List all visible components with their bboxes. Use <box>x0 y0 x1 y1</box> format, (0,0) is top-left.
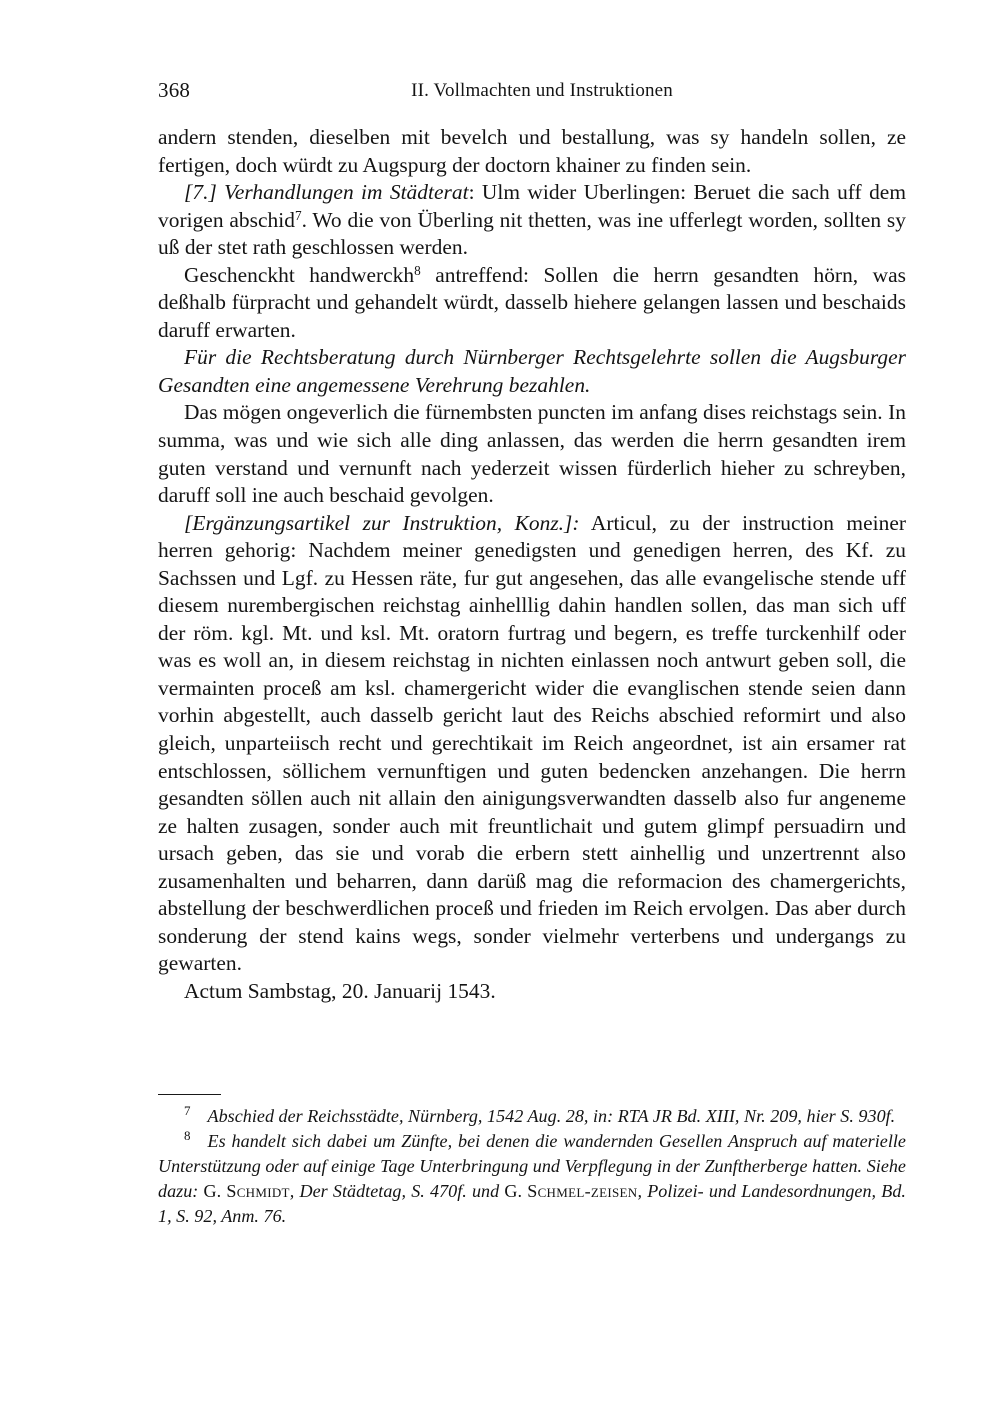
paragraph-2-lead-italic: [7.] Verhandlungen im Städterat <box>184 180 469 205</box>
paragraph-1 <box>158 124 906 179</box>
paragraph-4-editorial-summary <box>158 344 906 399</box>
footnote-block <box>158 1094 906 1229</box>
footnote-8-author1-initial: G. <box>203 1180 227 1201</box>
body-text-block <box>158 124 906 1006</box>
paragraph-4-text: Für die Rechtsberatung durch Nürnberger Rechtsgelehrte sollen die Augsburger Gesandten eine angemessene Verehrung bezahlen. <box>158 345 906 397</box>
paragraph-3 <box>158 262 906 345</box>
footnote-8-author1-name: Schmidt <box>226 1180 290 1201</box>
footnote-marker-8[interactable]: 8 <box>414 262 421 278</box>
paragraph-2-text-tail: . Wo die von Überling nit thetten, was ine ufferlegt worden, sollten sy uß der stet rath geschlossen werden. <box>158 207 907 260</box>
paragraph-2-text-after-lead: : Ulm wider Uberlingen: Beruet die sach uff dem vorigen abschid <box>158 180 906 232</box>
footnote-8-author2-initial: G. <box>504 1180 528 1201</box>
paragraph-6-text: Articul, zu der instruction meiner herren gehorig: Nachdem meiner genedigsten und genedigen herren, des Kf. zu Sachssen und Lgf. zu Hessen räte, fur gut angesehen, das alle evangelische stende uff diesem nurembergischen reichstag ainhelllig dahin handlen sollen, das man sich uff der röm. kgl. Mt. und ksl. Mt. oratorn furtrag und begern, es treffe turckenhilf oder was es woll an, in diesem reichstag in nichten einlassen noch antwurt geben soll, die vermainten proceß am ksl. chamergericht wider die evanglischen stende seien dann vorhin abgestellt, auch dasselb gericht laut des Reichs abschied reformirt und also gleich, unparteiisch recht und gerechtikait im Reich angeordnet, ist ain ersamer rat entschlossen, söllichem vernunftigen und guten bedencken anzehangen. Die herrn gesandten söllen auch nit allain den ainigungsverwandten dasselb also fur angeneme ze halten zusagen, sonder auch mit freuntlichait und gutem glimpf persuadirn und ursach geben, das sie und vorab die erbern stett ainhellig und unzertrennt also zusamenhalten und beharren, dann darüß mag die reformacion des chamergerichts, abstellung der beschwerdlichen proceß und frieden im Reich ervolgen. Das aber durch sonderung der stend kains wegs, sonder vielmehr verterbens und undergangs zu gewarten. <box>158 510 906 976</box>
footnote-8-part1: Es handelt sich dabei um Zünfte, bei denen die wandernden Gesellen Anspruch auf materielle Unterstützung oder auf einige Tage Unterbringung und Verpflegung in der Zunftherberge hatten. Siehe dazu: <box>158 1130 906 1201</box>
paragraph-6-lead-italic: [Ergänzungsartikel zur Instruktion, Konz.]: <box>184 510 580 535</box>
running-head <box>158 78 906 106</box>
footnote-7-text: Abschied der Reichsstädte, Nürnberg, 1542 Aug. 28, in: RTA JR Bd. XIII, Nr. 209, hier S. 930f. <box>207 1106 896 1126</box>
footnote-8-work1: , Der Städtetag, S. 470f. und <box>289 1180 505 1201</box>
paragraph-7-actum <box>158 978 906 1006</box>
footnote-7-number: 7 <box>184 1103 191 1119</box>
paragraph-5 <box>158 399 906 509</box>
paragraph-1-text: andern stenden, dieselben mit bevelch und bestallung, was sy handeln sollen, ze fertigen, doch würdt zu Augspurg der doctorn khainer zu finden sein. <box>158 125 906 177</box>
paragraph-5-text: Das mögen ongeverlich die fürnembsten puncten im anfang dises reichstags sein. In summa, was und wie sich alle ding anlassen, das werden die herrn gesandten irem guten verstand und vernunft nach yederzeit wissen fürderlich hieher zu schreyben, daruff soll ine auch beschaid gevolgen. <box>158 400 906 508</box>
paragraph-2 <box>158 179 906 262</box>
page-number: 368 <box>158 78 191 102</box>
footnote-8 <box>158 1129 906 1229</box>
footnote-7 <box>158 1104 906 1129</box>
running-title: II. Vollmachten und Instruktionen <box>411 80 673 101</box>
footnote-separator-rule <box>158 1094 221 1095</box>
paragraph-3-text-after-mark: antreffend: Sollen die herrn gesandten hörn, was deßhalb fürpracht und gehandelt würdt, dasselb hiehere gelangen lassen und beschaids daruff erwarten. <box>158 262 906 342</box>
footnote-marker-7[interactable]: 7 <box>294 207 302 223</box>
paragraph-7-text: Actum Sambstag, 20. Januarij 1543. <box>184 978 496 1003</box>
footnote-8-number: 8 <box>184 1128 191 1144</box>
paragraph-6 <box>158 510 906 978</box>
footnote-8-author2-name: Schmel-zeisen <box>527 1180 638 1201</box>
paragraph-3-text-before-mark: Geschenckht handwerckh <box>184 262 415 287</box>
footnote-8-work2: , Polizei- und Landesordnungen, Bd. 1, S. 92, Anm. 76. <box>158 1180 906 1226</box>
